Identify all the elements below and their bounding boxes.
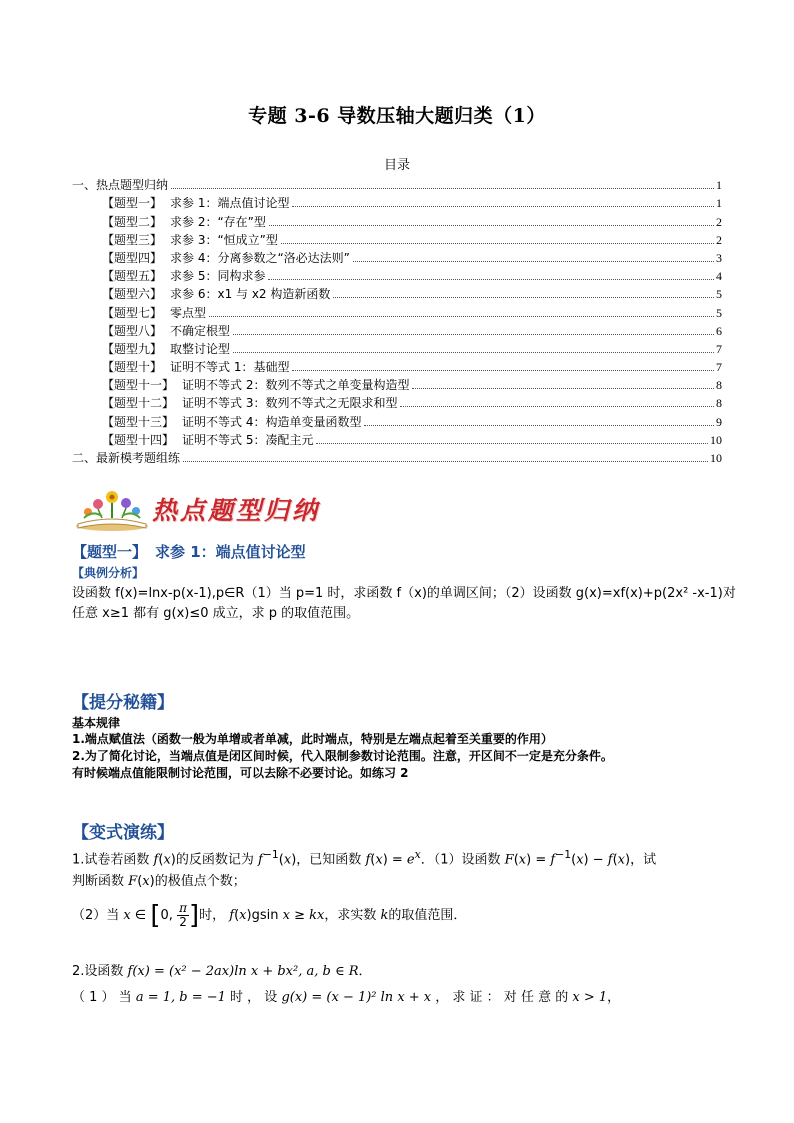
tips-item-1: 1.端点赋值法（函数一般为单增或者单减，此时端点，特别是左端点起着至关重要的作用） [72, 732, 553, 746]
toc-entry[interactable] [72, 356, 722, 374]
toc-entry-tag: 【题型九】 [102, 341, 163, 356]
book-flower-icon [72, 488, 152, 532]
question-1-line-2: 判断函数 F(x)的极值点个数； [72, 874, 246, 889]
toc-entry-text: 不确定根型 [170, 323, 231, 338]
question-1-line-3: （2）当 x ∈ [0, $\frac{\pi}{2}$ ]时， f(x)gsin x ≥ kx，求实数 k的取值范围． [72, 900, 467, 931]
toc-dot-leader [292, 206, 714, 207]
toc-dot-leader [183, 461, 708, 462]
toc-entry[interactable] [72, 374, 722, 392]
toc-entry[interactable] [72, 174, 722, 192]
tips-tag: 【提分秘籍】 [72, 693, 174, 713]
toc-entry-page: 10 [710, 432, 722, 447]
toc-entry-text: 证明不等式 1：基础型 [170, 360, 290, 375]
toc-entry[interactable] [72, 192, 722, 210]
toc-entry-text: 求参 5：同构求参 [170, 269, 266, 284]
toc-entry-page: 6 [716, 323, 722, 338]
toc-entry-tag: 【题型四】 [102, 250, 163, 265]
toc-entry[interactable] [72, 229, 722, 247]
table-of-contents [72, 174, 722, 465]
toc-entry-page: 10 [710, 451, 722, 465]
toc-entry-tag: 【题型三】 [102, 232, 163, 247]
toc-dot-leader [333, 297, 714, 298]
example-line-2: 任意 x≥1 都有 g(x)≤0 成立，求 p 的取值范围。 [72, 606, 360, 621]
toc-entry-tag: 【题型一】 [102, 196, 163, 211]
toc-entry-page: 1 [716, 196, 722, 211]
toc-entry-page: 7 [716, 341, 722, 356]
toc-entry-page: 5 [716, 287, 722, 302]
toc-entry-text: 取整讨论型 [170, 341, 231, 356]
toc-entry[interactable] [72, 338, 722, 356]
toc-entry-tag: 【题型五】 [102, 269, 163, 284]
toc-dot-leader [269, 225, 714, 226]
toc-entry-page: 4 [716, 269, 722, 284]
toc-entry-text: 求参 3：“恒成立”型 [170, 232, 278, 247]
toc-dot-leader [281, 243, 714, 244]
toc-entry-text: 求参 4：分离参数之“洛必达法则” [170, 250, 350, 265]
page-title: 专题 3-6 导数压轴大题归类（1） [248, 105, 546, 127]
toc-entry[interactable] [72, 247, 722, 265]
tips-subtitle: 基本规律 [72, 716, 121, 730]
practice-tag: 【变式演练】 [72, 823, 174, 843]
toc-entry-text: 零点型 [170, 305, 207, 320]
question-2-line-2: （ 1 ） 当 a = 1, b = −1 时 ， 设 g(x) = (x − 1)² ln x + x ， 求 证 ： 对 任 意 的 x > 1， [72, 990, 621, 1005]
toc-entry-text: 二、最新模考题组练 [72, 451, 181, 465]
toc-entry[interactable] [72, 283, 722, 301]
tips-item-2: 2.为了简化讨论，当端点值是闭区间时候，代入限制参数讨论范围。注意，开区间不一定是充分条件。 [72, 749, 613, 763]
section-banner [72, 488, 327, 532]
toc-entry[interactable] [72, 392, 722, 410]
toc-entry[interactable] [72, 429, 722, 447]
toc-dot-leader [268, 279, 714, 280]
toc-entry-page: 1 [716, 178, 722, 193]
example-tag: 【典例分析】 [72, 566, 145, 580]
toc-entry-text: 求参 1：端点值讨论型 [170, 196, 290, 211]
toc-entry-text: 求参 2：“存在”型 [170, 214, 266, 229]
tips-item-3: 有时候端点值能限制讨论范围，可以去除不必要讨论。如练习 2 [72, 766, 409, 780]
type-title: 求参 1：端点值讨论型 [155, 543, 306, 561]
toc-heading: 目录 [383, 158, 410, 173]
toc-entry-text: 证明不等式 5：凑配主元 [182, 432, 314, 447]
toc-entry-page: 3 [716, 250, 722, 265]
question-2-line-1: 2.设函数 f(x) = (x² − 2ax)ln x + bx², a, b ∈ R． [72, 964, 372, 979]
toc-entry[interactable] [72, 301, 722, 319]
toc-entry-tag: 【题型七】 [102, 305, 163, 320]
example-line-1: 设函数 f(x)=lnx-p(x-1),p∈R（1）当 p=1 时，求函数 f（x)的单调区间；（2）设函数 g(x)=xf(x)+p(2x² -x-1)对 [72, 586, 736, 601]
toc-entry-tag: 【题型六】 [102, 287, 163, 302]
toc-entry-tag: 【题型十三】 [102, 414, 175, 429]
toc-entry-page: 8 [716, 396, 722, 411]
toc-entry-page: 8 [716, 378, 722, 393]
toc-dot-leader [233, 334, 714, 335]
toc-dot-leader [364, 425, 714, 426]
banner-title: 热点题型归纳 [152, 496, 321, 525]
toc-dot-leader [412, 388, 714, 389]
toc-entry[interactable] [72, 447, 722, 465]
question-1-line-1: 1.试卷若函数 f(x)的反函数记为 $f^{-1}(x)$，已知函数 $f(x) = e^x$．（1）设函数 $F(x) = f^{-1}(x) - f(x)$，试 [72, 848, 657, 868]
toc-entry-page: 7 [716, 360, 722, 375]
toc-entry-tag: 【题型十一】 [102, 378, 175, 393]
toc-entry-text: 一、热点题型归纳 [72, 178, 169, 193]
toc-entry[interactable] [72, 210, 722, 228]
toc-entry-tag: 【题型八】 [102, 323, 163, 338]
toc-dot-leader [400, 406, 714, 407]
example-problem [72, 584, 736, 624]
toc-entry-text: 证明不等式 2：数列不等式之单变量构造型 [182, 378, 410, 393]
toc-entry[interactable] [72, 265, 722, 283]
toc-entry[interactable] [72, 410, 722, 428]
toc-entry-page: 2 [716, 214, 722, 229]
toc-dot-leader [353, 261, 714, 262]
toc-entry-tag: 【题型二】 [102, 214, 163, 229]
toc-dot-leader [233, 352, 714, 353]
toc-entry-tag: 【题型十】 [102, 360, 163, 375]
toc-entry-text: 证明不等式 4：构造单变量函数型 [182, 414, 362, 429]
toc-entry-page: 9 [716, 414, 722, 429]
toc-entry-tag: 【题型十二】 [102, 396, 175, 411]
toc-entry-tag: 【题型十四】 [102, 432, 175, 447]
toc-dot-leader [209, 316, 714, 317]
toc-dot-leader [316, 443, 708, 444]
toc-entry-page: 5 [716, 305, 722, 320]
toc-entry[interactable] [72, 320, 722, 338]
toc-dot-leader [171, 188, 714, 189]
section-heading [72, 541, 306, 562]
toc-entry-text: 求参 6：x1 与 x2 构造新函数 [170, 287, 331, 302]
toc-dot-leader [292, 370, 714, 371]
toc-entry-page: 2 [716, 232, 722, 247]
toc-entry-text: 证明不等式 3：数列不等式之无限求和型 [182, 396, 398, 411]
type-tag: 【题型一】 [72, 543, 148, 561]
